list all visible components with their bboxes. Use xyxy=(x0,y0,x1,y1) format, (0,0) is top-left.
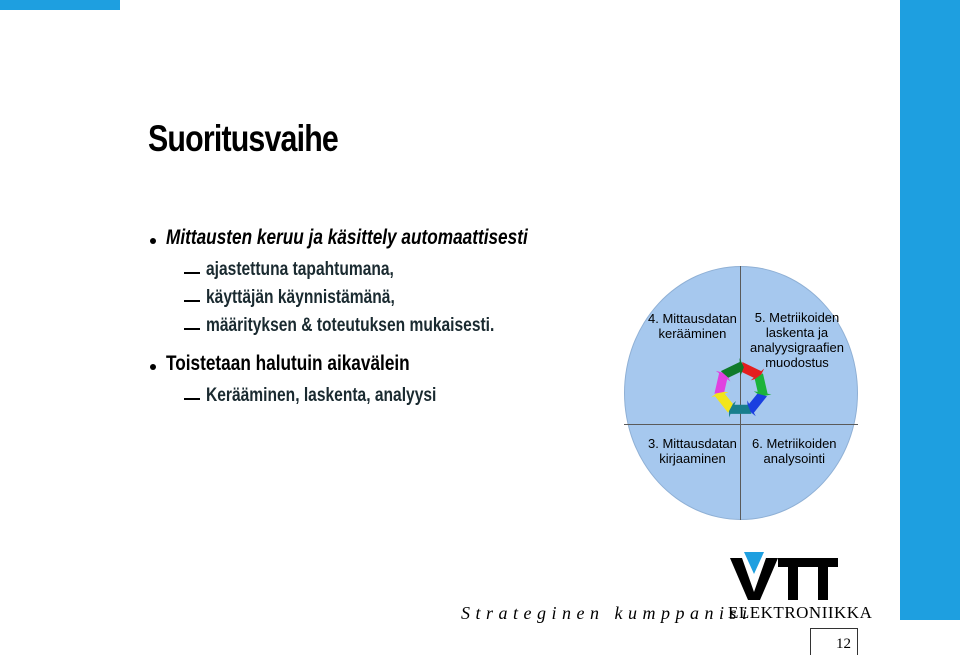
sub-bullet-dash xyxy=(184,272,200,274)
quadrant-label-4-line2: kerääminen xyxy=(658,326,727,341)
sub-bullet-dash xyxy=(184,328,200,330)
quadrant-label-6-line2: analysointi xyxy=(763,451,825,466)
quadrant-label-5-line3: analyysigraafien xyxy=(750,340,844,355)
sub-bullet-2: käyttäjän käynnistämänä, xyxy=(206,287,395,308)
vtt-logo xyxy=(728,552,840,600)
right-blue-bar xyxy=(900,0,960,620)
quadrant-label-3 xyxy=(648,436,737,466)
bullet-1: Mittausten keruu ja käsittely automaattisesti xyxy=(166,226,528,249)
bullet-2: Toistetaan halutuin aikavälein xyxy=(166,352,410,375)
quadrant-label-6-line1: 6. Metriikoiden xyxy=(752,436,837,451)
cycle-arrow-segment xyxy=(711,391,733,413)
bullet-dot xyxy=(150,364,156,370)
sub-bullet-dash xyxy=(184,398,200,400)
quadrant-label-6 xyxy=(752,436,837,466)
sub-bullet-4: Kerääminen, laskenta, analyysi xyxy=(206,385,437,406)
sub-bullet-1: ajastettuna tapahtumana, xyxy=(206,259,394,280)
quadrant-label-4 xyxy=(648,311,737,341)
bullet-dot xyxy=(150,238,156,244)
page-number: 12 xyxy=(836,636,851,652)
slide-title: Suoritusvaihe xyxy=(148,118,338,159)
top-blue-bar xyxy=(0,0,120,10)
quadrant-label-5-line1: 5. Metriikoiden xyxy=(754,310,840,325)
sub-bullet-dash xyxy=(184,300,200,302)
diagram-horizontal-divider xyxy=(624,424,858,425)
quadrant-label-3-line1: 3. Mittausdatan xyxy=(648,436,737,451)
process-cycle-diagram xyxy=(620,266,860,521)
quadrant-label-4-line1: 4. Mittausdatan xyxy=(648,311,737,326)
footer-tagline: Strateginen kumppanisi xyxy=(461,603,753,623)
sub-bullet-3: määrityksen & toteutuksen mukaisesti. xyxy=(206,315,495,336)
quadrant-label-5-line4: muodostus xyxy=(765,355,829,370)
cycle-arrows-icon xyxy=(706,358,776,420)
division-name: ELEKTRONIIKKA xyxy=(728,603,873,622)
quadrant-label-3-line2: kirjaaminen xyxy=(659,451,726,466)
quadrant-label-5-line2: laskenta ja xyxy=(765,325,829,340)
